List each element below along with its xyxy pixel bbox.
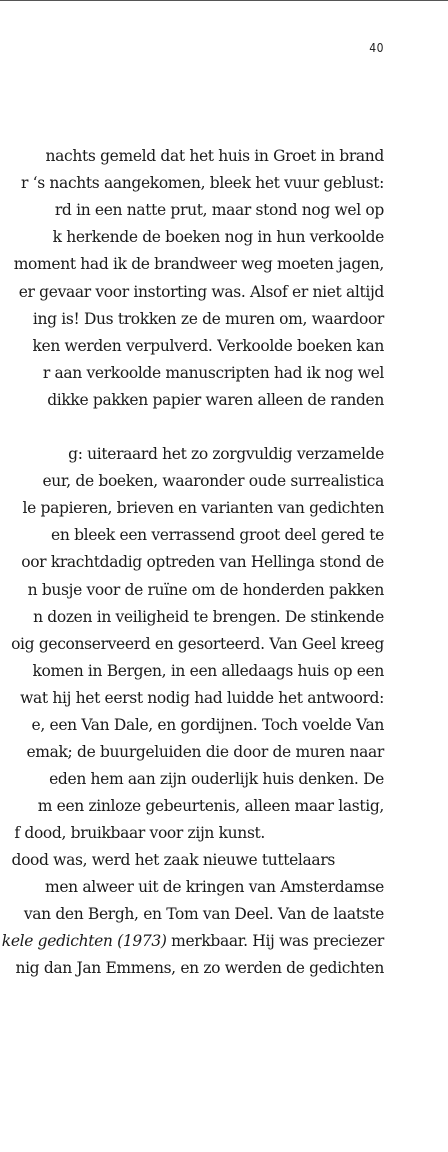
text-line: f dood, bruikbaar voor zijn kunst. <box>14 824 265 842</box>
text-line: oig geconserveerd en gesorteerd. Van Geel kreeg <box>11 635 384 653</box>
text-line: oor krachtdadig optreden van Hellinga stond de <box>21 553 384 571</box>
text-line: m een zinloze gebeurtenis, alleen maar lastig, <box>37 797 384 815</box>
text-line: n dozen in veiligheid te brengen. De stinkende <box>33 608 384 626</box>
text-line: ken werden verpulverd. Verkoolde boeken kan <box>32 337 384 355</box>
text-line: rd in een natte prut, maar stond nog wel op <box>54 201 384 219</box>
text-line-with-italic-title <box>2 931 384 951</box>
text-line: nig dan Jan Emmens, en zo werden de gedichten <box>15 959 384 977</box>
text-line: n busje voor de ruïne om de honderden pakken <box>27 581 384 599</box>
text-line: emak; de buurgeluiden die door de muren naar <box>26 743 384 761</box>
text-line: van den Bergh, en Tom van Deel. Van de laatste <box>23 905 384 923</box>
text-line: nachts gemeld dat het huis in Groet in brand <box>45 147 384 165</box>
top-rule <box>0 0 448 1</box>
text-line: e, een Van Dale, en gordijnen. Toch voelde Van <box>31 716 384 734</box>
text-line: er gevaar voor instorting was. Alsof er niet altijd <box>18 283 384 301</box>
text-line: moment had ik de brandweer weg moeten jagen, <box>13 255 384 273</box>
text-line: eden hem aan zijn ouderlijk huis denken. De <box>49 770 384 788</box>
text-line: le papieren, brieven en varianten van gedichten <box>22 499 384 517</box>
text-line: g: uiteraard het zo zorgvuldig verzamelde <box>68 445 384 463</box>
text-line: ing is! Dus trokken ze de muren om, waardoor <box>32 310 384 328</box>
italic-title: kele gedichten (1973) <box>1 932 167 950</box>
page-number: 40 <box>369 41 384 55</box>
text-line: dikke pakken papier waren alleen de randen <box>47 391 384 409</box>
text-line: k herkende de boeken nog in hun verkoolde <box>52 228 384 246</box>
text-line: dood was, werd het zaak nieuwe tuttelaars <box>11 851 335 869</box>
text-line: r ‘s nachts aangekomen, bleek het vuur geblust: <box>21 174 384 192</box>
text-line: komen in Bergen, in een alledaags huis op een <box>32 662 384 680</box>
text-line-rest: merkbaar. Hij was preciezer <box>166 932 384 950</box>
text-line: eur, de boeken, waaronder oude surrealistica <box>42 472 384 490</box>
text-line: r aan verkoolde manuscripten had ik nog wel <box>42 364 384 382</box>
text-line: wat hij het eerst nodig had luidde het antwoord: <box>20 689 384 707</box>
text-line: men alweer uit de kringen van Amsterdamse <box>45 878 384 896</box>
text-line: en bleek een verrassend groot deel gered te <box>51 526 384 544</box>
